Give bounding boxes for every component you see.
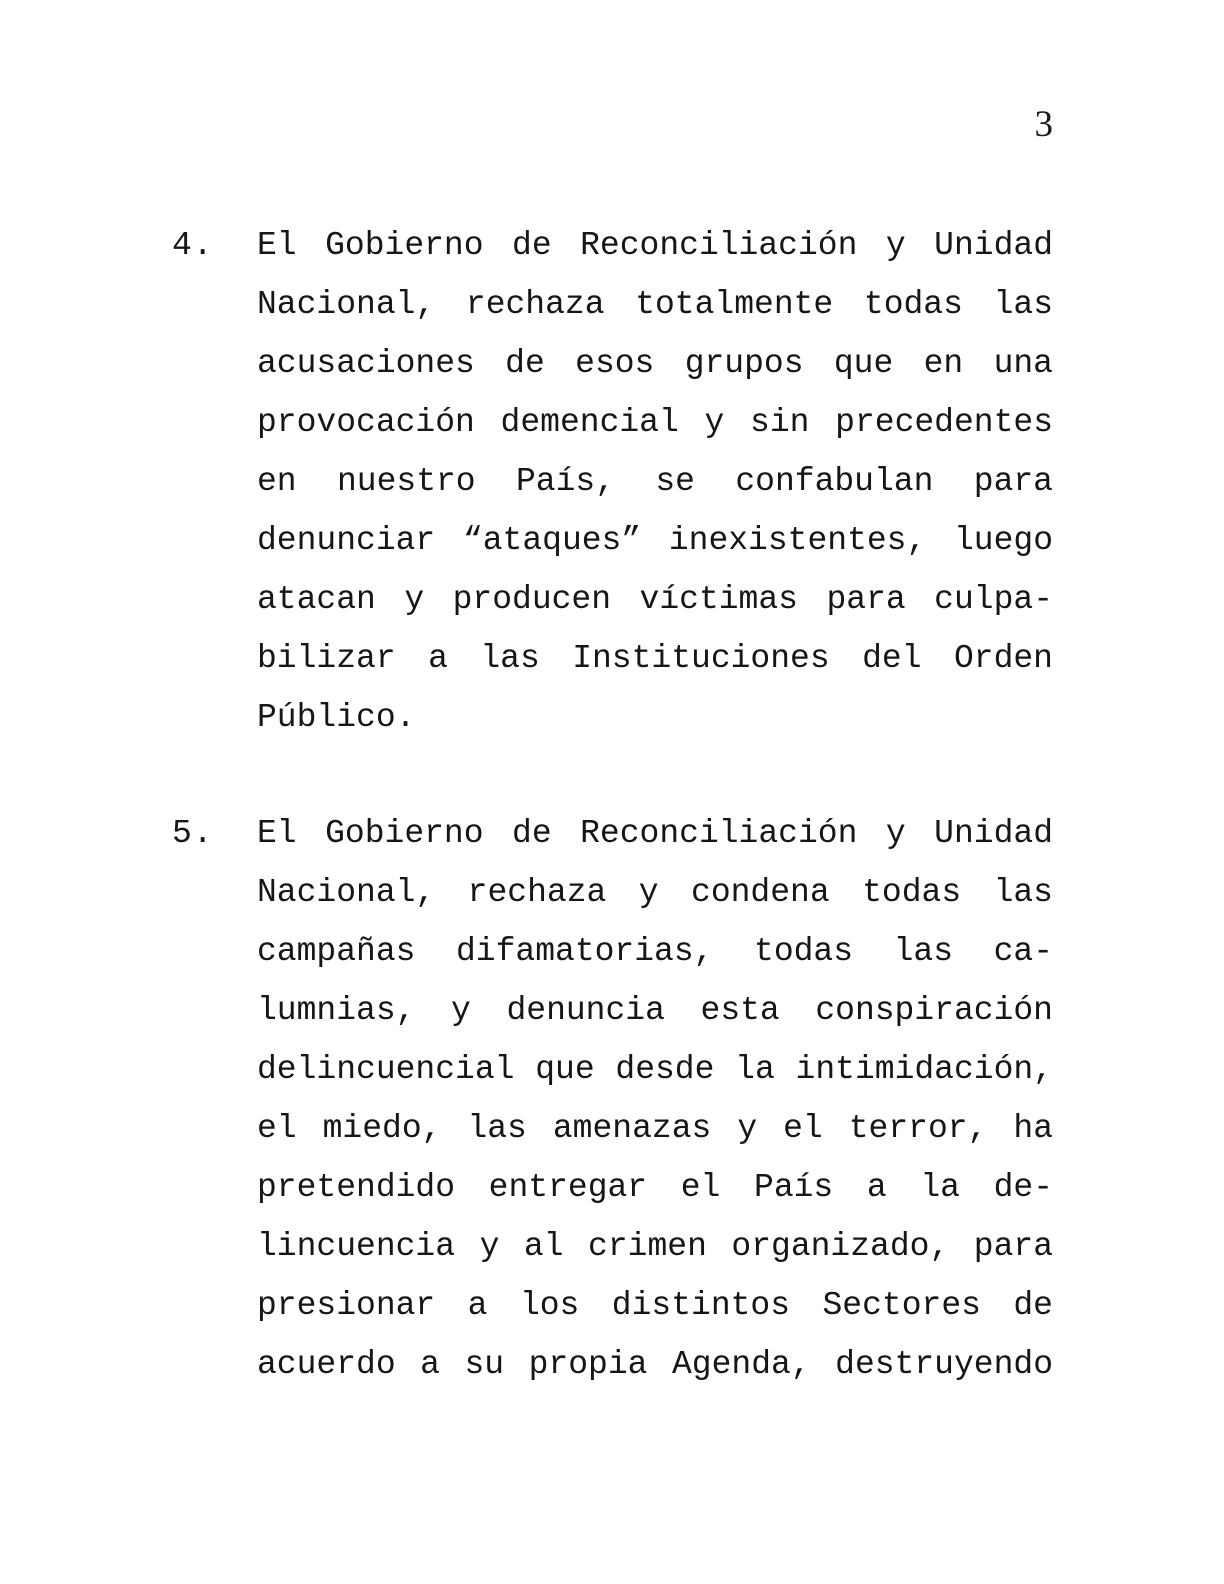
list-number: 5. — [172, 815, 214, 852]
text-line: provocación demencial y sin precedentes — [257, 404, 1053, 441]
text-line: Público. — [257, 699, 416, 736]
text-line: lumnias, y denuncia esta conspiración — [257, 992, 1053, 1029]
text-line: El Gobierno de Reconciliación y Unidad — [257, 227, 1053, 264]
page-number: 3 — [1034, 104, 1053, 145]
text-line: acusaciones de esos grupos que en una — [257, 345, 1053, 382]
text-line: atacan y producen víctimas para culpa- — [257, 581, 1053, 618]
document-body — [172, 216, 1053, 1394]
text-line: Nacional, rechaza y condena todas las — [257, 874, 1053, 911]
text-line: en nuestro País, se confabulan para — [257, 463, 1053, 500]
text-line: el miedo, las amenazas y el terror, ha — [257, 1110, 1053, 1147]
text-line: presionar a los distintos Sectores de — [257, 1287, 1053, 1324]
text-line: campañas difamatorias, todas las ca- — [257, 933, 1053, 970]
text-line: Nacional, rechaza totalmente todas las — [257, 286, 1053, 323]
text-line: lincuencia y al crimen organizado, para — [257, 1228, 1053, 1265]
text-line: bilizar a las Instituciones del Orden — [257, 640, 1053, 677]
paragraph-5 — [172, 804, 1053, 1394]
text-line: El Gobierno de Reconciliación y Unidad — [257, 815, 1053, 852]
text-line: denunciar “ataques” inexistentes, luego — [257, 522, 1053, 559]
text-line: delincuencial que desde la intimidación, — [257, 1051, 1053, 1088]
text-line: acuerdo a su propia Agenda, destruyendo — [257, 1346, 1053, 1383]
text-line: pretendido entregar el País a la de- — [257, 1169, 1053, 1206]
paragraph-4 — [172, 216, 1053, 747]
list-number: 4. — [172, 227, 214, 264]
